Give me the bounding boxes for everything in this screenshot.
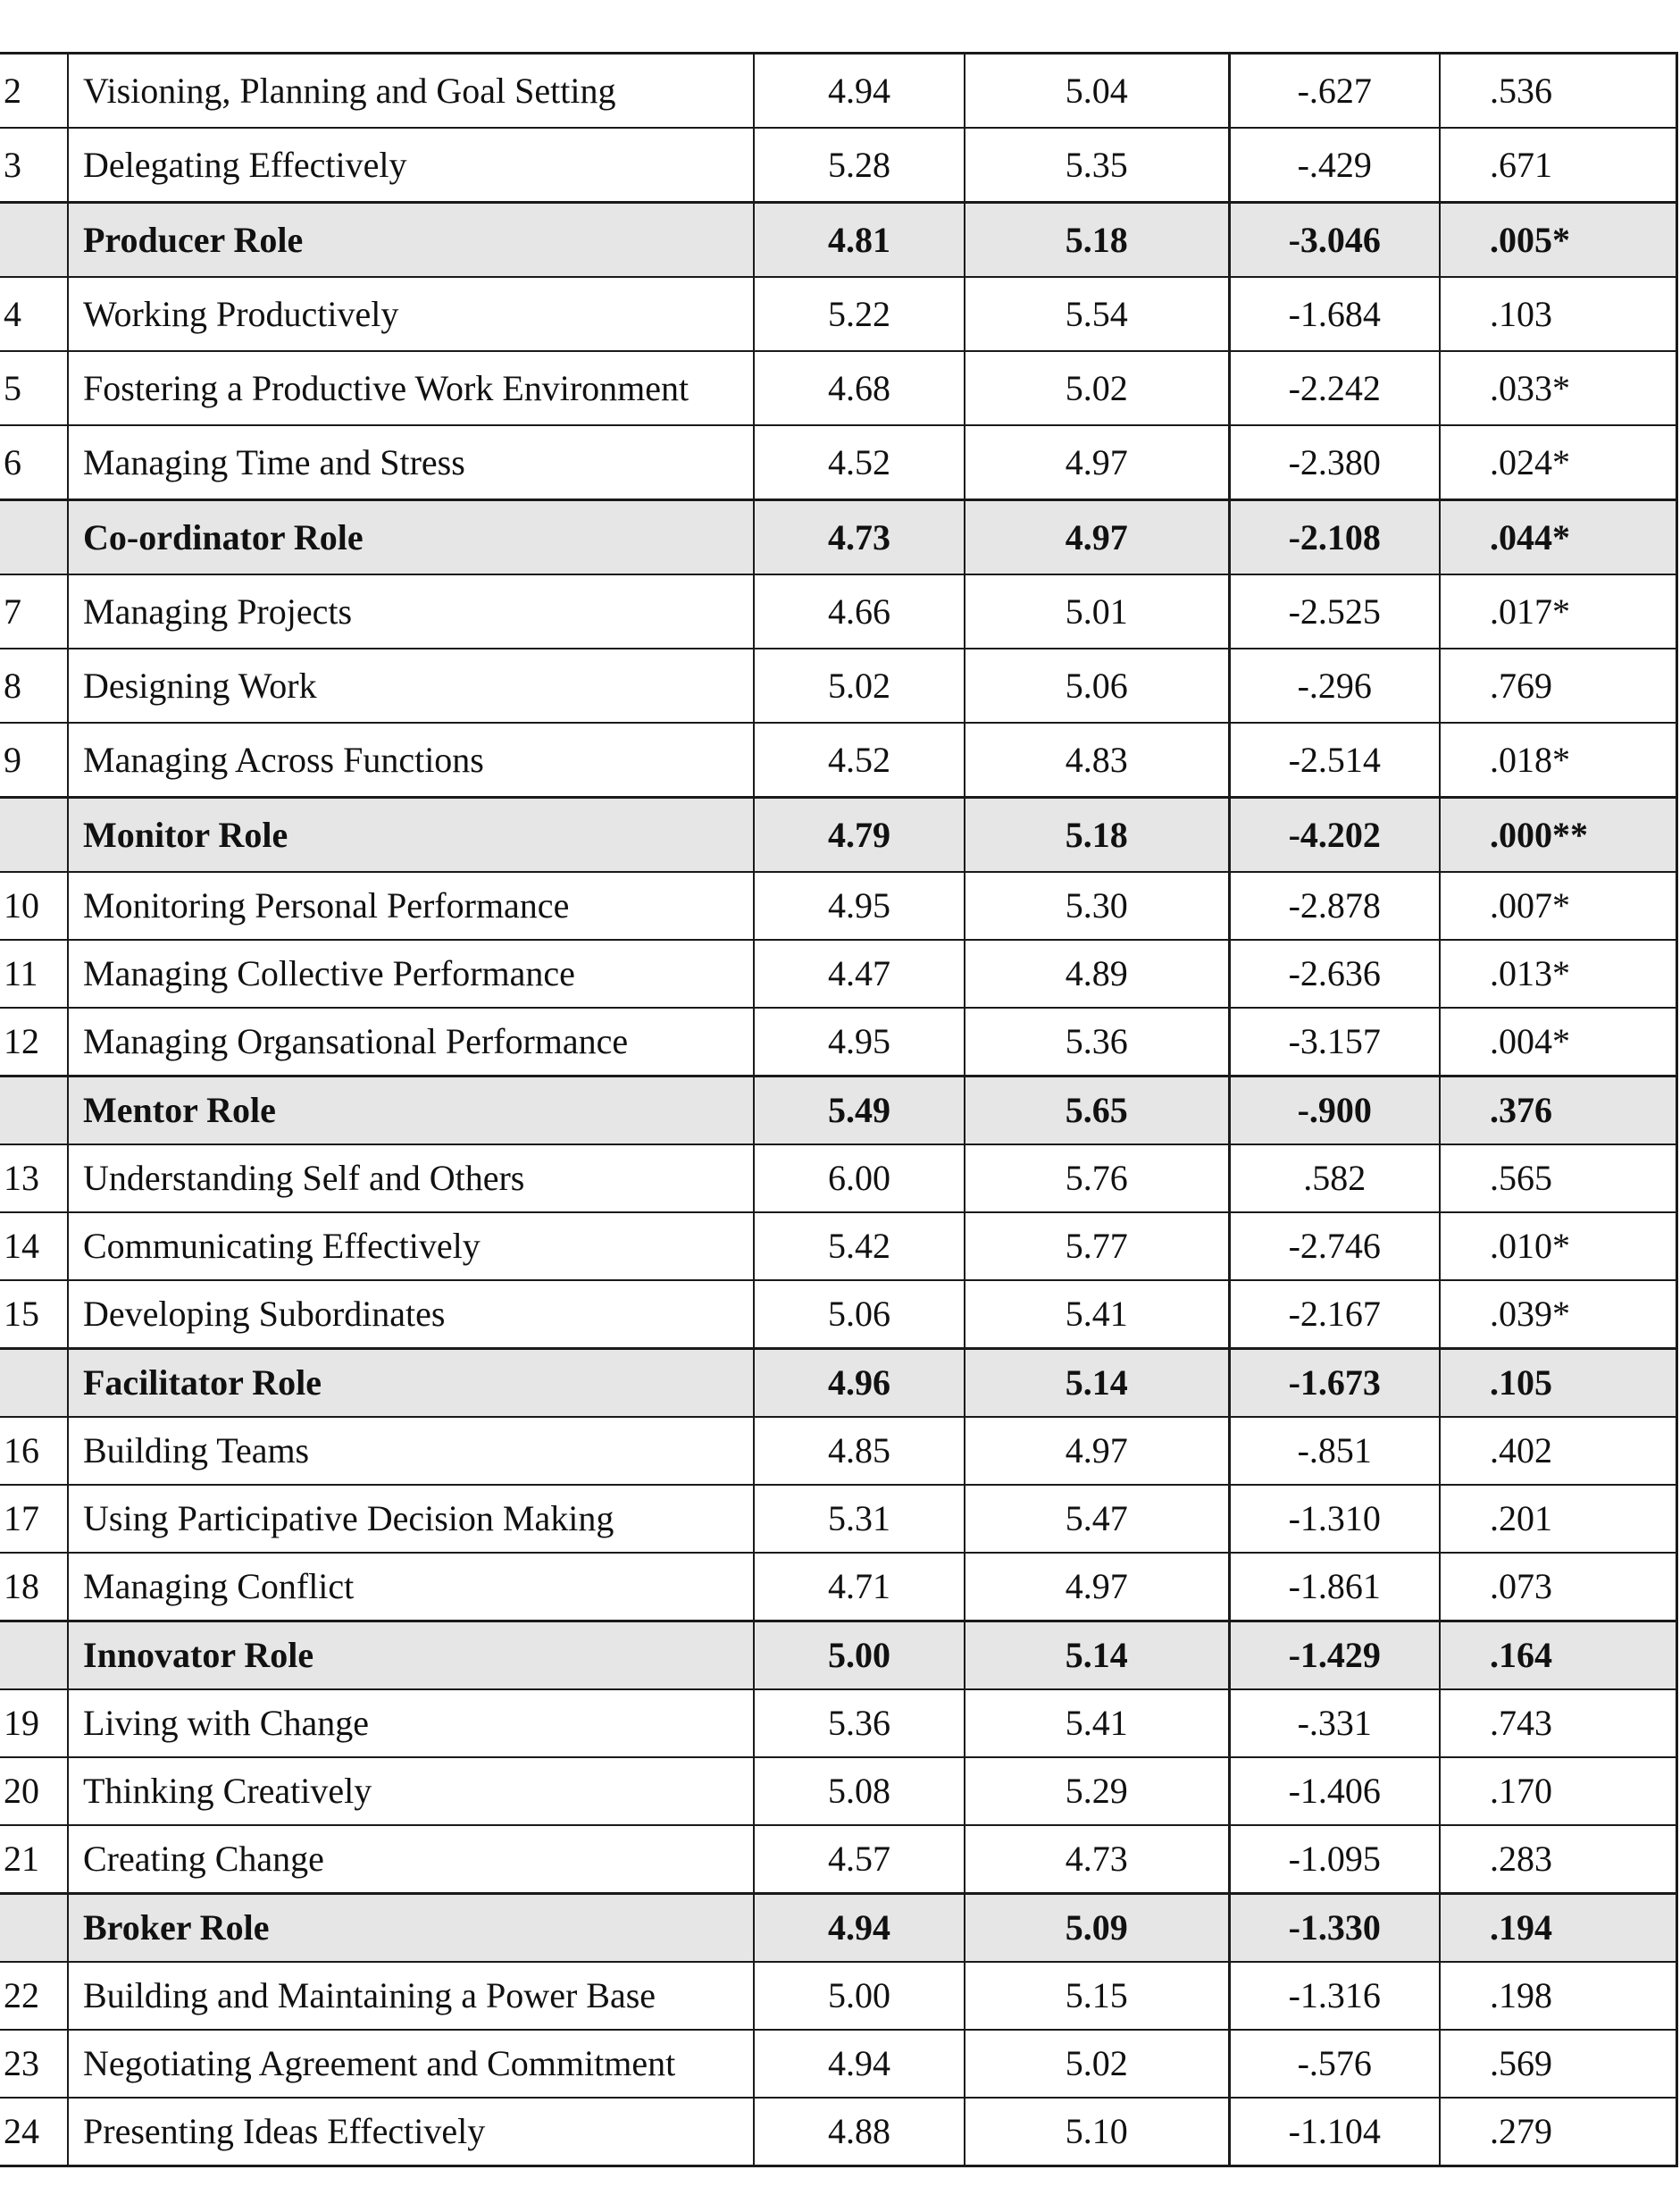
score-a: 4.96 — [754, 1349, 965, 1418]
score-b: 5.01 — [965, 574, 1229, 649]
table-row — [0, 1553, 1676, 1621]
row-number: 4 — [0, 277, 68, 351]
skill-name: Designing Work — [68, 649, 754, 723]
p-value: .164 — [1440, 1621, 1676, 1690]
score-b: 5.30 — [965, 872, 1229, 940]
row-number: 3 — [0, 128, 68, 203]
table-row — [0, 1212, 1676, 1280]
t-value: -1.673 — [1229, 1349, 1440, 1418]
p-value: .565 — [1440, 1144, 1676, 1212]
skill-name: Using Participative Decision Making — [68, 1485, 754, 1553]
p-value: .536 — [1440, 54, 1676, 129]
score-b: 5.29 — [965, 1757, 1229, 1825]
row-number: 20 — [0, 1757, 68, 1825]
results-table-container — [0, 52, 1676, 2167]
table-row — [0, 1008, 1676, 1077]
score-b: 5.41 — [965, 1689, 1229, 1757]
table-row — [0, 425, 1676, 500]
score-b: 5.02 — [965, 351, 1229, 425]
row-number: 12 — [0, 1008, 68, 1077]
score-b: 5.47 — [965, 1485, 1229, 1553]
t-value: -1.095 — [1229, 1825, 1440, 1894]
score-a: 4.95 — [754, 872, 965, 940]
score-b: 5.15 — [965, 1962, 1229, 2030]
score-b: 4.83 — [965, 723, 1229, 798]
skill-name: Managing Projects — [68, 574, 754, 649]
score-a: 5.00 — [754, 1962, 965, 2030]
row-number — [0, 1077, 68, 1145]
score-a: 5.28 — [754, 128, 965, 203]
t-value: -1.104 — [1229, 2098, 1440, 2166]
row-number: 22 — [0, 1962, 68, 2030]
role-name: Co-ordinator Role — [68, 500, 754, 575]
score-a: 5.22 — [754, 277, 965, 351]
skill-name: Presenting Ideas Effectively — [68, 2098, 754, 2166]
skill-name: Monitoring Personal Performance — [68, 872, 754, 940]
score-b: 5.14 — [965, 1621, 1229, 1690]
row-number: 21 — [0, 1825, 68, 1894]
role-summary-row — [0, 1077, 1676, 1145]
skill-name: Creating Change — [68, 1825, 754, 1894]
score-a: 4.66 — [754, 574, 965, 649]
score-a: 4.57 — [754, 1825, 965, 1894]
score-a: 5.36 — [754, 1689, 965, 1757]
p-value: .671 — [1440, 128, 1676, 203]
score-b: 4.97 — [965, 425, 1229, 500]
row-number: 8 — [0, 649, 68, 723]
t-value: -.627 — [1229, 54, 1440, 129]
p-value: .017* — [1440, 574, 1676, 649]
table-row — [0, 54, 1676, 129]
score-a: 5.06 — [754, 1280, 965, 1349]
role-name: Broker Role — [68, 1894, 754, 1963]
table-row — [0, 1417, 1676, 1485]
p-value: .073 — [1440, 1553, 1676, 1621]
p-value: .033* — [1440, 351, 1676, 425]
score-b: 5.41 — [965, 1280, 1229, 1349]
row-number: 10 — [0, 872, 68, 940]
row-number: 23 — [0, 2030, 68, 2098]
table-row — [0, 128, 1676, 203]
skill-name: Negotiating Agreement and Commitment — [68, 2030, 754, 2098]
row-number: 2 — [0, 54, 68, 129]
table-row — [0, 277, 1676, 351]
skill-name: Managing Organsational Performance — [68, 1008, 754, 1077]
table-row — [0, 1825, 1676, 1894]
skill-name: Communicating Effectively — [68, 1212, 754, 1280]
table-row — [0, 574, 1676, 649]
row-number: 13 — [0, 1144, 68, 1212]
role-name: Facilitator Role — [68, 1349, 754, 1418]
score-a: 6.00 — [754, 1144, 965, 1212]
table-row — [0, 2030, 1676, 2098]
table-row — [0, 1689, 1676, 1757]
score-b: 4.97 — [965, 1417, 1229, 1485]
p-value: .402 — [1440, 1417, 1676, 1485]
p-value: .769 — [1440, 649, 1676, 723]
t-value: -3.046 — [1229, 203, 1440, 278]
row-number — [0, 203, 68, 278]
table-row — [0, 1144, 1676, 1212]
skill-name: Understanding Self and Others — [68, 1144, 754, 1212]
t-value: -2.525 — [1229, 574, 1440, 649]
table-row — [0, 872, 1676, 940]
t-value: -2.242 — [1229, 351, 1440, 425]
score-a: 4.94 — [754, 2030, 965, 2098]
row-number: 14 — [0, 1212, 68, 1280]
row-number: 15 — [0, 1280, 68, 1349]
t-value: -1.330 — [1229, 1894, 1440, 1963]
t-value: -2.878 — [1229, 872, 1440, 940]
score-b: 4.97 — [965, 500, 1229, 575]
score-a: 4.71 — [754, 1553, 965, 1621]
skill-name: Visioning, Planning and Goal Setting — [68, 54, 754, 129]
p-value: .013* — [1440, 940, 1676, 1008]
score-a: 5.31 — [754, 1485, 965, 1553]
t-value: -1.406 — [1229, 1757, 1440, 1825]
t-value: -4.202 — [1229, 798, 1440, 873]
skill-name: Living with Change — [68, 1689, 754, 1757]
table-row — [0, 2098, 1676, 2166]
role-summary-row — [0, 1349, 1676, 1418]
score-a: 5.49 — [754, 1077, 965, 1145]
t-value: -1.861 — [1229, 1553, 1440, 1621]
p-value: .569 — [1440, 2030, 1676, 2098]
p-value: .283 — [1440, 1825, 1676, 1894]
row-number: 16 — [0, 1417, 68, 1485]
score-b: 5.04 — [965, 54, 1229, 129]
score-b: 5.18 — [965, 203, 1229, 278]
t-value: -2.108 — [1229, 500, 1440, 575]
score-b: 5.36 — [965, 1008, 1229, 1077]
p-value: .044* — [1440, 500, 1676, 575]
row-number — [0, 798, 68, 873]
row-number — [0, 1894, 68, 1963]
score-a: 4.68 — [754, 351, 965, 425]
score-a: 4.52 — [754, 425, 965, 500]
row-number: 5 — [0, 351, 68, 425]
t-value: -2.514 — [1229, 723, 1440, 798]
p-value: .004* — [1440, 1008, 1676, 1077]
role-name: Producer Role — [68, 203, 754, 278]
p-value: .010* — [1440, 1212, 1676, 1280]
row-number: 9 — [0, 723, 68, 798]
p-value: .005* — [1440, 203, 1676, 278]
row-number: 24 — [0, 2098, 68, 2166]
row-number: 7 — [0, 574, 68, 649]
p-value: .743 — [1440, 1689, 1676, 1757]
score-a: 4.85 — [754, 1417, 965, 1485]
p-value: .201 — [1440, 1485, 1676, 1553]
p-value: .170 — [1440, 1757, 1676, 1825]
t-value: -2.380 — [1229, 425, 1440, 500]
table-row — [0, 1280, 1676, 1349]
p-value: .000** — [1440, 798, 1676, 873]
t-value: -2.167 — [1229, 1280, 1440, 1349]
t-value: -3.157 — [1229, 1008, 1440, 1077]
score-a: 5.00 — [754, 1621, 965, 1690]
score-b: 5.06 — [965, 649, 1229, 723]
skill-name: Managing Conflict — [68, 1553, 754, 1621]
score-a: 4.73 — [754, 500, 965, 575]
score-a: 4.47 — [754, 940, 965, 1008]
table-row — [0, 940, 1676, 1008]
role-summary-row — [0, 798, 1676, 873]
skill-name: Working Productively — [68, 277, 754, 351]
t-value: -1.684 — [1229, 277, 1440, 351]
p-value: .279 — [1440, 2098, 1676, 2166]
skill-name: Building Teams — [68, 1417, 754, 1485]
score-b: 5.14 — [965, 1349, 1229, 1418]
role-summary-row — [0, 203, 1676, 278]
role-name: Innovator Role — [68, 1621, 754, 1690]
score-a: 4.95 — [754, 1008, 965, 1077]
skill-name: Fostering a Productive Work Environment — [68, 351, 754, 425]
role-summary-row — [0, 1621, 1676, 1690]
row-number: 18 — [0, 1553, 68, 1621]
score-b: 4.89 — [965, 940, 1229, 1008]
score-b: 4.97 — [965, 1553, 1229, 1621]
score-a: 4.88 — [754, 2098, 965, 2166]
table-row — [0, 1757, 1676, 1825]
score-b: 5.09 — [965, 1894, 1229, 1963]
score-a: 4.52 — [754, 723, 965, 798]
t-value: -.576 — [1229, 2030, 1440, 2098]
skill-name: Managing Collective Performance — [68, 940, 754, 1008]
score-b: 5.65 — [965, 1077, 1229, 1145]
row-number — [0, 1349, 68, 1418]
t-value: -2.746 — [1229, 1212, 1440, 1280]
score-b: 5.54 — [965, 277, 1229, 351]
role-name: Mentor Role — [68, 1077, 754, 1145]
p-value: .194 — [1440, 1894, 1676, 1963]
row-number — [0, 500, 68, 575]
t-value: -2.636 — [1229, 940, 1440, 1008]
score-b: 5.35 — [965, 128, 1229, 203]
t-value: -.429 — [1229, 128, 1440, 203]
score-a: 5.02 — [754, 649, 965, 723]
t-value: -1.429 — [1229, 1621, 1440, 1690]
results-table — [0, 52, 1678, 2167]
skill-name: Developing Subordinates — [68, 1280, 754, 1349]
t-value: -1.316 — [1229, 1962, 1440, 2030]
score-a: 5.42 — [754, 1212, 965, 1280]
table-row — [0, 723, 1676, 798]
p-value: .007* — [1440, 872, 1676, 940]
p-value: .198 — [1440, 1962, 1676, 2030]
score-a: 4.79 — [754, 798, 965, 873]
table-row — [0, 1962, 1676, 2030]
score-b: 5.77 — [965, 1212, 1229, 1280]
row-number: 11 — [0, 940, 68, 1008]
row-number — [0, 1621, 68, 1690]
table-row — [0, 649, 1676, 723]
table-row — [0, 351, 1676, 425]
score-b: 5.10 — [965, 2098, 1229, 2166]
t-value: -.900 — [1229, 1077, 1440, 1145]
row-number: 19 — [0, 1689, 68, 1757]
p-value: .024* — [1440, 425, 1676, 500]
role-summary-row — [0, 1894, 1676, 1963]
score-b: 5.02 — [965, 2030, 1229, 2098]
p-value: .039* — [1440, 1280, 1676, 1349]
table-row — [0, 1485, 1676, 1553]
p-value: .018* — [1440, 723, 1676, 798]
results-table-body — [0, 54, 1676, 2166]
score-a: 5.08 — [754, 1757, 965, 1825]
skill-name: Delegating Effectively — [68, 128, 754, 203]
skill-name: Thinking Creatively — [68, 1757, 754, 1825]
score-a: 4.81 — [754, 203, 965, 278]
p-value: .105 — [1440, 1349, 1676, 1418]
row-number: 17 — [0, 1485, 68, 1553]
t-value: -.851 — [1229, 1417, 1440, 1485]
t-value: -.296 — [1229, 649, 1440, 723]
t-value: .582 — [1229, 1144, 1440, 1212]
skill-name: Managing Across Functions — [68, 723, 754, 798]
score-b: 5.76 — [965, 1144, 1229, 1212]
skill-name: Managing Time and Stress — [68, 425, 754, 500]
score-a: 4.94 — [754, 54, 965, 129]
skill-name: Building and Maintaining a Power Base — [68, 1962, 754, 2030]
role-name: Monitor Role — [68, 798, 754, 873]
row-number: 6 — [0, 425, 68, 500]
t-value: -.331 — [1229, 1689, 1440, 1757]
p-value: .376 — [1440, 1077, 1676, 1145]
role-summary-row — [0, 500, 1676, 575]
score-a: 4.94 — [754, 1894, 965, 1963]
score-b: 5.18 — [965, 798, 1229, 873]
t-value: -1.310 — [1229, 1485, 1440, 1553]
p-value: .103 — [1440, 277, 1676, 351]
score-b: 4.73 — [965, 1825, 1229, 1894]
